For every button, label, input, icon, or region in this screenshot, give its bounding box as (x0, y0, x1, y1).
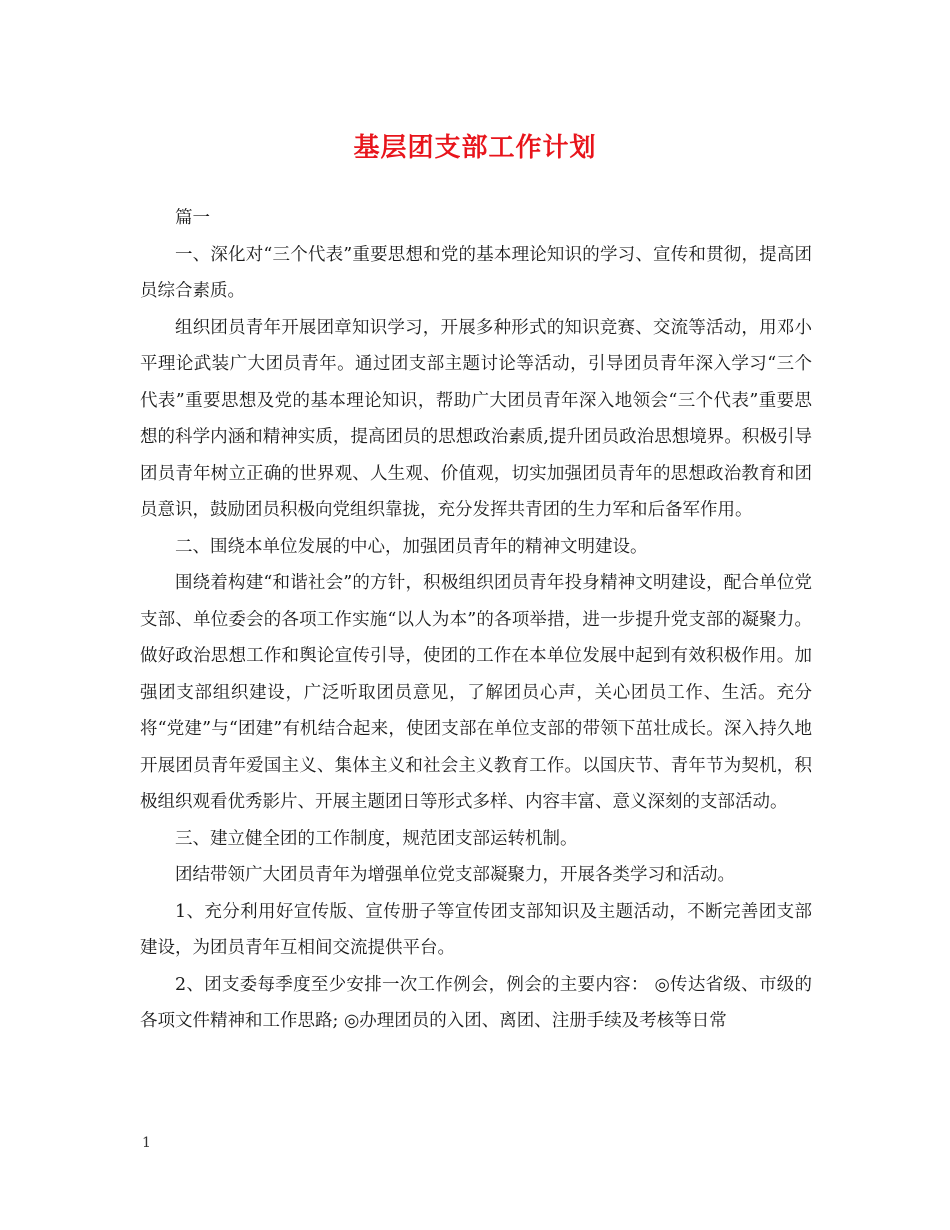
paragraph-heading-2: 二、围绕本单位发展的中心，加强团员青年的精神文明建设。 (175, 536, 648, 557)
list-item: 1、充分利用好宣传版、宣传册子等宣传团支部知识及主题活动，不断完善团支部建设，为团员青年互相间交流提供平台。 (140, 901, 812, 958)
page-number: 1 (142, 1135, 151, 1151)
paragraph: 围绕着构建“和谐社会”的方针，积极组织团员青年投身精神文明建设，配合单位党支部、单位委会的各项工作实施“以人为本”的各项举措，进一步提升党支部的凝聚力。做好政治思想工作和舆论宣传引导，使团的工作在本单位发展中起到有效积极作用。加强团支部组织建设，广泛听取团员意见，了解团员心声，关心团员工作、生活。充分将“党建”与“团建”有机结合起来，使团支部在单位支部的带领下茁壮成长。深入持久地开展团员青年爱国主义、集体主义和社会主义教育工作。以国庆节、青年节为契机，积极组织观看优秀影片、开展主题团日等形式多样、内容丰富、意义深刻的支部活动。 (140, 573, 812, 812)
document-title: 基层团支部工作计划 (353, 133, 597, 163)
section-label: 篇一 (175, 208, 210, 228)
paragraph-heading-1: 一、深化对“三个代表”重要思想和党的基本理论知识的学习、宣传和贯彻，提高团员综合素质。 (140, 244, 812, 301)
document-body (140, 200, 812, 1040)
list-item: 2、团支委每季度至少安排一次工作例会，例会的主要内容： ◎传达省级、市级的各项文件精神和工作思路; ◎办理团员的入团、离团、注册手续及考核等日常 (140, 974, 812, 1031)
paragraph: 团结带领广大团员青年为增强单位党支部凝聚力，开展各类学习和活动。 (175, 865, 735, 885)
paragraph: 组织团员青年开展团章知识学习，开展多种形式的知识竞赛、交流等活动，用邓小平理论武装广大团员青年。通过团支部主题讨论等活动，引导团员青年深入学习“三个代表”重要思想及党的基本理论知识，帮助广大团员青年深入地领会“三个代表”重要思想的科学内涵和精神实质，提高团员的思想政治素质,提升团员政治思想境界。积极引导团员青年树立正确的世界观、人生观、价值观，切实加强团员青年的思想政治教育和团员意识，鼓励团员积极向党组织靠拢，充分发挥共青团的生力军和后备军作用。 (140, 317, 812, 520)
paragraph-heading-3: 三、建立健全团的工作制度，规范团支部运转机制。 (175, 828, 578, 849)
